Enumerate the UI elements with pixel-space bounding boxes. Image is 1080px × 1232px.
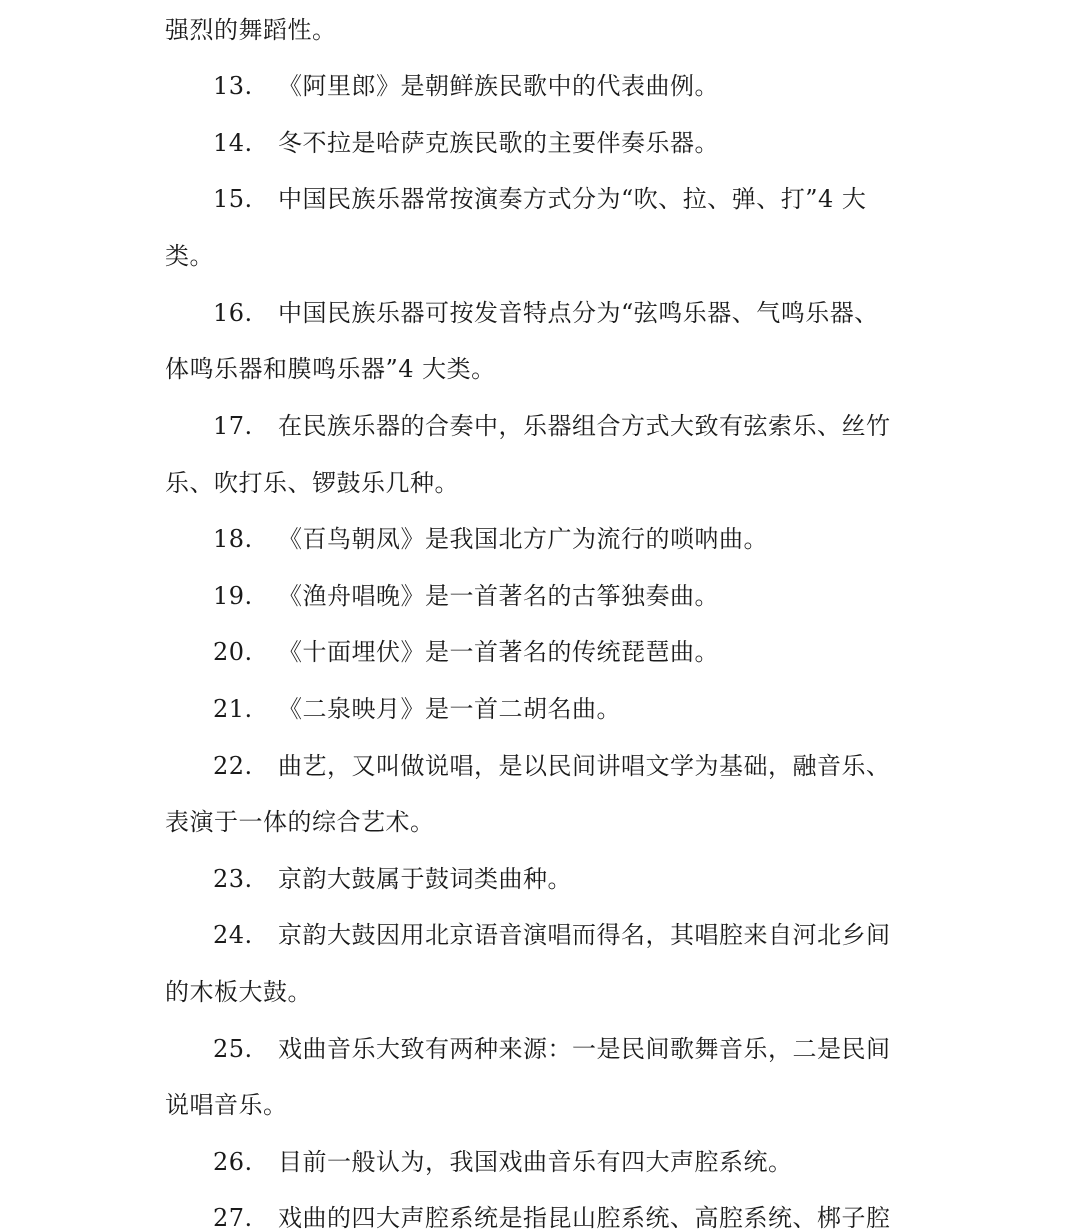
- item-text: 戏曲音乐大致有两种来源：一是民间歌舞音乐，二是民间: [278, 1035, 891, 1063]
- item-text: 曲艺，又叫做说唱，是以民间讲唱文学为基础，融音乐、: [278, 752, 891, 780]
- item-number: 13.: [213, 72, 253, 100]
- item-text: 《百鸟朝凤》是我国北方广为流行的唢呐曲。: [278, 525, 768, 553]
- item-text: 《阿里郎》是朝鲜族民歌中的代表曲例。: [278, 72, 719, 100]
- item-text: 目前一般认为，我国戏曲音乐有四大声腔系统。: [278, 1148, 793, 1176]
- item-number: 22.: [213, 752, 253, 780]
- item-text: 《二泉映月》是一首二胡名曲。: [278, 695, 621, 723]
- text-line: 乐、吹打乐、锣鼓乐几种。: [165, 469, 459, 497]
- item-number: 21.: [213, 695, 253, 723]
- item-number: 26.: [213, 1148, 253, 1176]
- item-text: 冬不拉是哈萨克族民歌的主要伴奏乐器。: [278, 129, 719, 157]
- item-number: 17.: [213, 412, 253, 440]
- text-line: 体鸣乐器和膜鸣乐器”4 大类。: [165, 355, 496, 383]
- item-number: 27.: [213, 1204, 253, 1232]
- item-text: 戏曲的四大声腔系统是指昆山腔系统、高腔系统、梆子腔: [278, 1204, 891, 1232]
- text-line: 说唱音乐。: [165, 1091, 288, 1119]
- item-text: 《十面埋伏》是一首著名的传统琵琶曲。: [278, 638, 719, 666]
- text-line: 类。: [165, 242, 214, 270]
- item-number: 14.: [213, 129, 253, 157]
- text-line: 的木板大鼓。: [165, 978, 312, 1006]
- item-number: 16.: [213, 299, 253, 327]
- item-number: 18.: [213, 525, 253, 553]
- item-number: 20.: [213, 638, 253, 666]
- item-number: 24.: [213, 921, 253, 949]
- item-number: 25.: [213, 1035, 253, 1063]
- item-text: 在民族乐器的合奏中，乐器组合方式大致有弦索乐、丝竹: [278, 412, 891, 440]
- item-text: 《渔舟唱晚》是一首著名的古筝独奏曲。: [278, 582, 719, 610]
- text-line: 表演于一体的综合艺术。: [165, 808, 435, 836]
- text-line: 强烈的舞蹈性。: [165, 16, 337, 44]
- item-text: 京韵大鼓属于鼓词类曲种。: [278, 865, 572, 893]
- item-number: 15.: [213, 185, 253, 213]
- item-number: 23.: [213, 865, 253, 893]
- item-number: 19.: [213, 582, 253, 610]
- item-text: 京韵大鼓因用北京语音演唱而得名，其唱腔来自河北乡间: [278, 921, 891, 949]
- item-text: 中国民族乐器常按演奏方式分为“吹、拉、弹、打”4 大: [278, 185, 867, 213]
- item-text: 中国民族乐器可按发音特点分为“弦鸣乐器、气鸣乐器、: [278, 299, 879, 327]
